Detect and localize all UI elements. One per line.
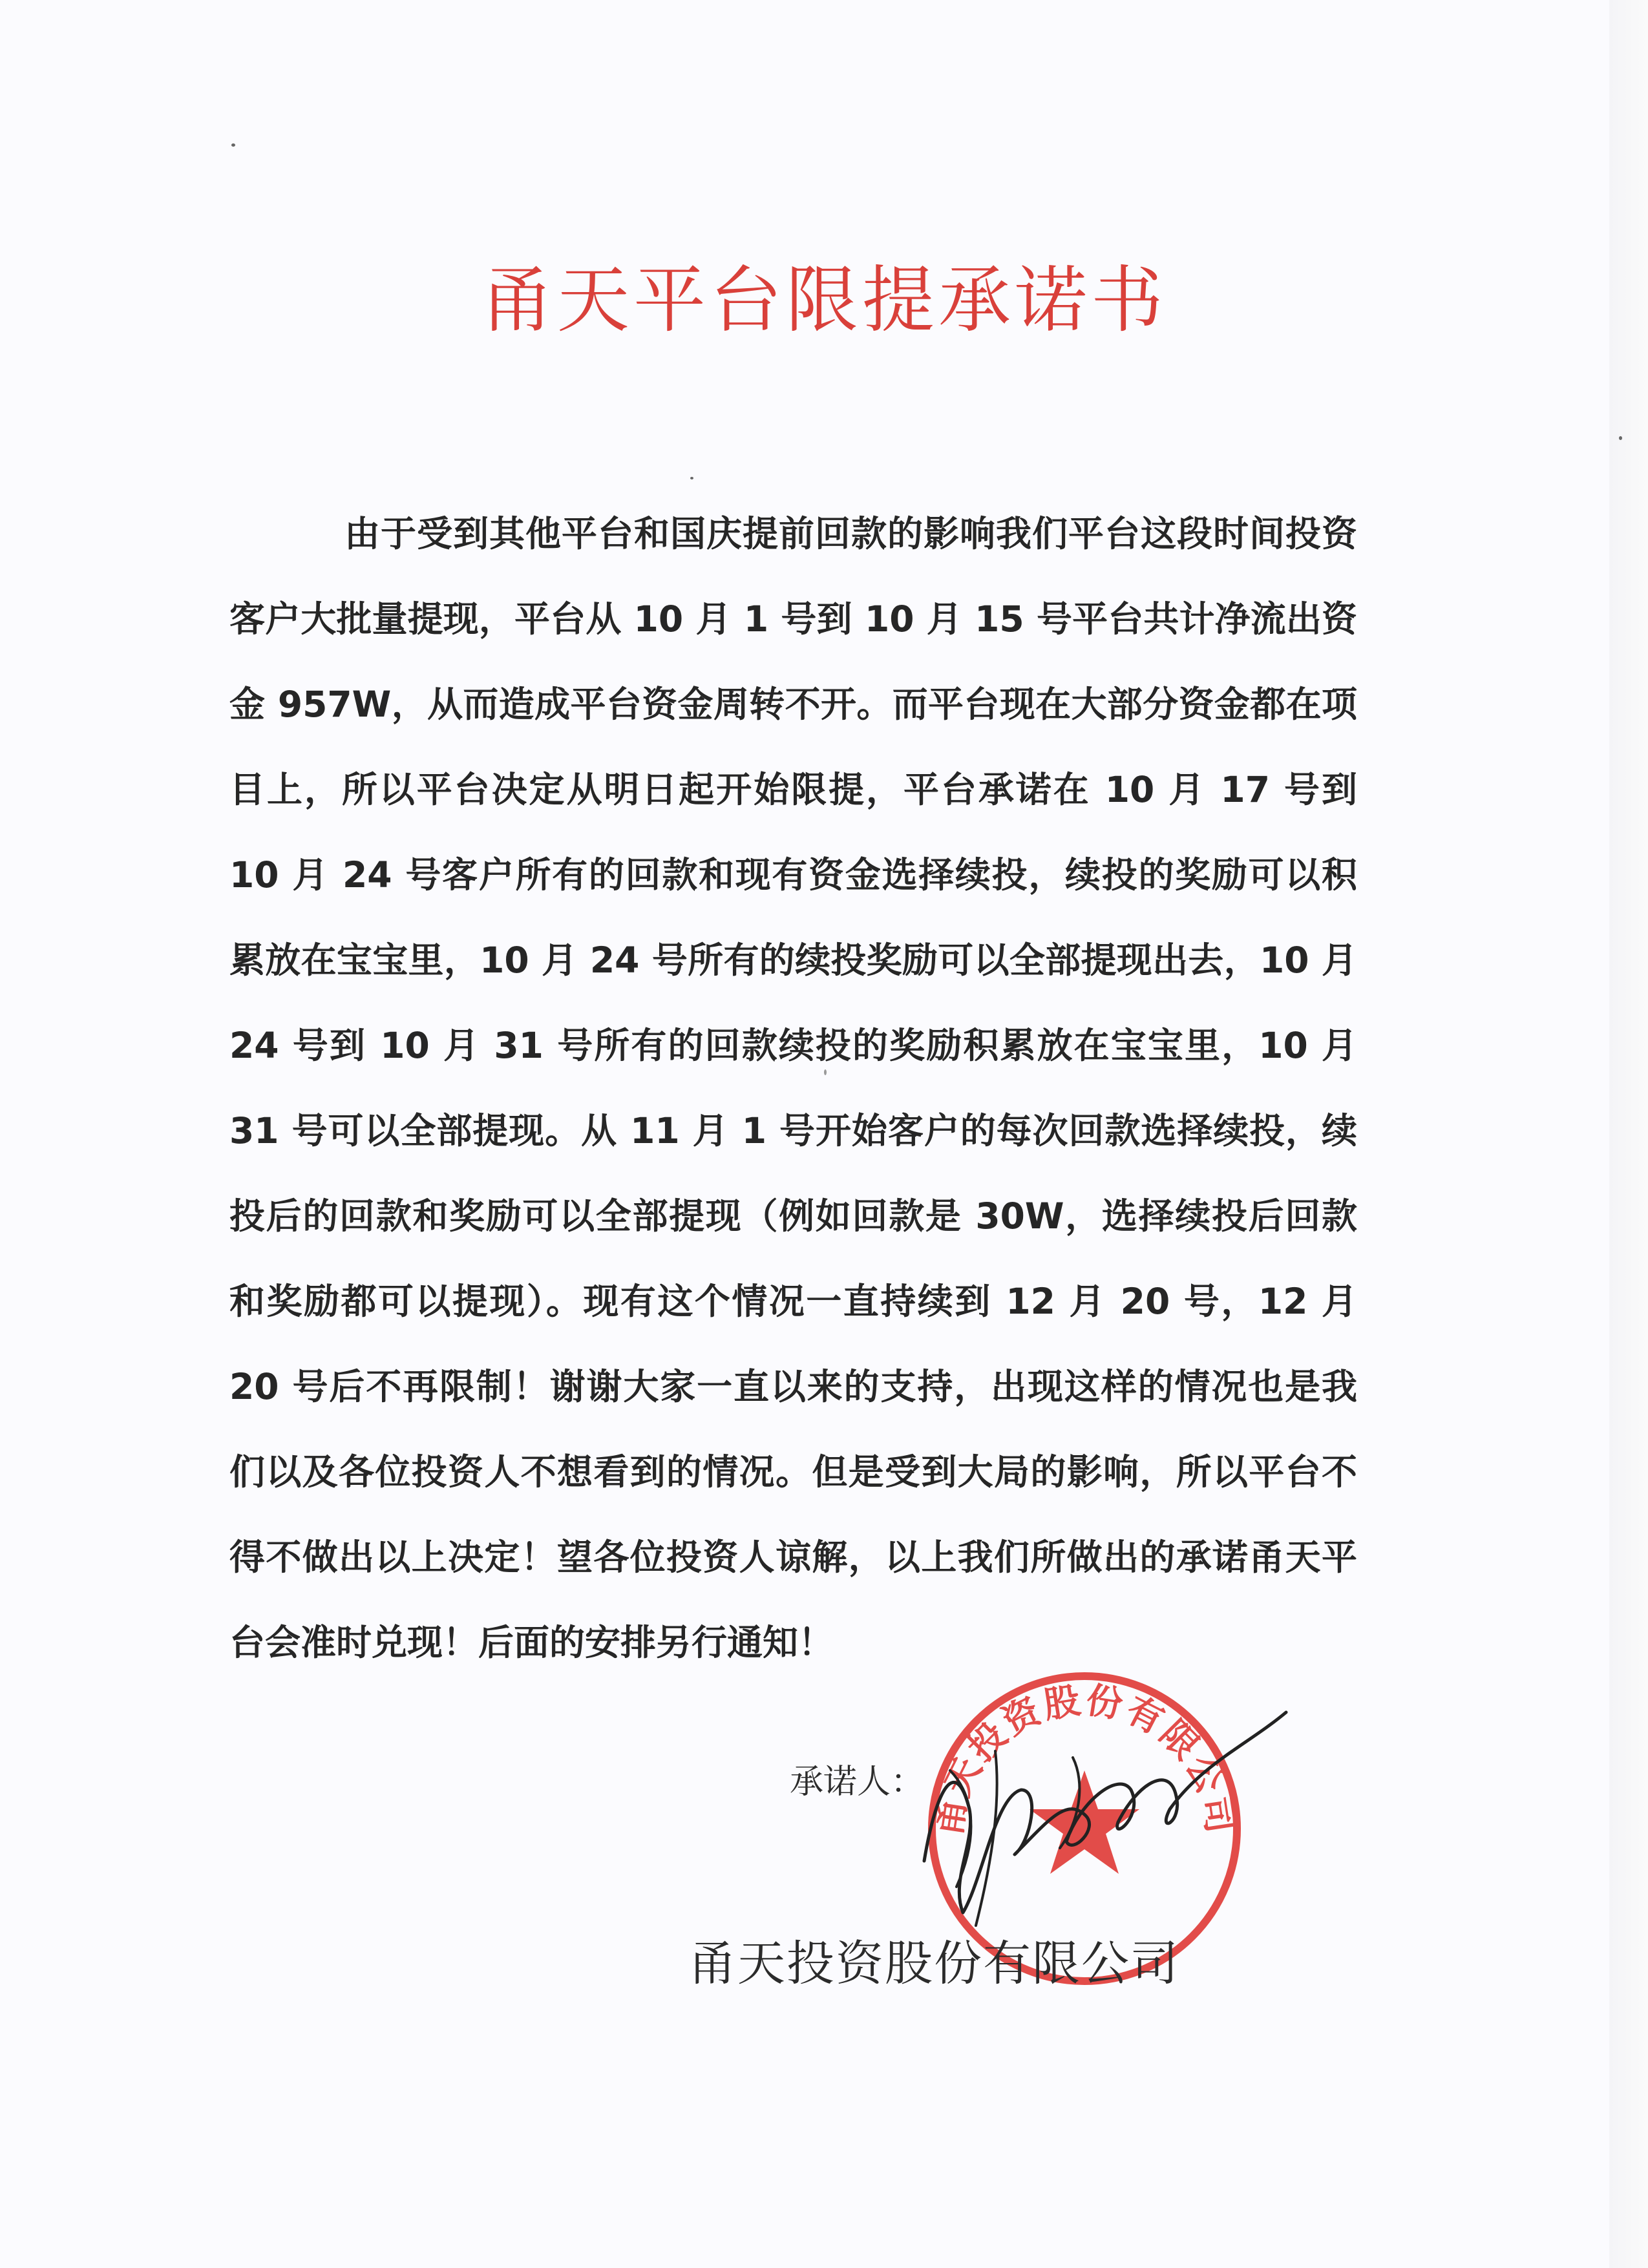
scan-speck	[690, 477, 693, 479]
scan-speck	[231, 143, 235, 147]
handwritten-signature	[911, 1693, 1299, 1938]
promisor-label: 承诺人：	[790, 1763, 925, 1801]
document-body: 由于受到其他平台和国庆提前回款的影响我们平台这段时间投资客户大批量提现，平台从 10 月 1 号到 10 月 15 号平台共计净流出资金 957W，从而造成平台资金周转不开。而平台现在大部分资金都在项目上，所以平台决定从明日起开始限提，平台承诺在 10 月 17 号到 10 月 24 号客户所有的回款和现有资金选择续投，续投的奖励可以积累放在宝宝里，10 月 24 号所有的续投奖励可以全部提现出去，10 月 24 号到 10 月 31 号所有的回款续投的奖励积累放在宝宝里，10 月 31 号可以全部提现。从 11 月 1 号开始客户的每次回款选择续投，续投后的回款和奖励可以全部提现（例如回款是 30W，选择续投后回款和奖励都可以提现）。现有这个情况一直持续到 12 月 20 号，12 月 20 号后不再限制！谢谢大家一直以来的支持，出现这样的情况也是我们以及各位投资人不想看到的情况。但是受到大局的影响，所以平台不得不做出以上决定！望各位投资人谅解，以上我们所做出的承诺甬天平台会准时兑现！后面的安排另行通知！	[229, 513, 1357, 1663]
svg-text:甬天投资股份有限公司: 甬天投资股份有限公司	[927, 1678, 1242, 1839]
scan-speck	[1619, 436, 1622, 440]
company-name: 甬天投资股份有限公司	[688, 1936, 1179, 1991]
document-title: 甬天平台限提承诺书	[481, 258, 1167, 342]
